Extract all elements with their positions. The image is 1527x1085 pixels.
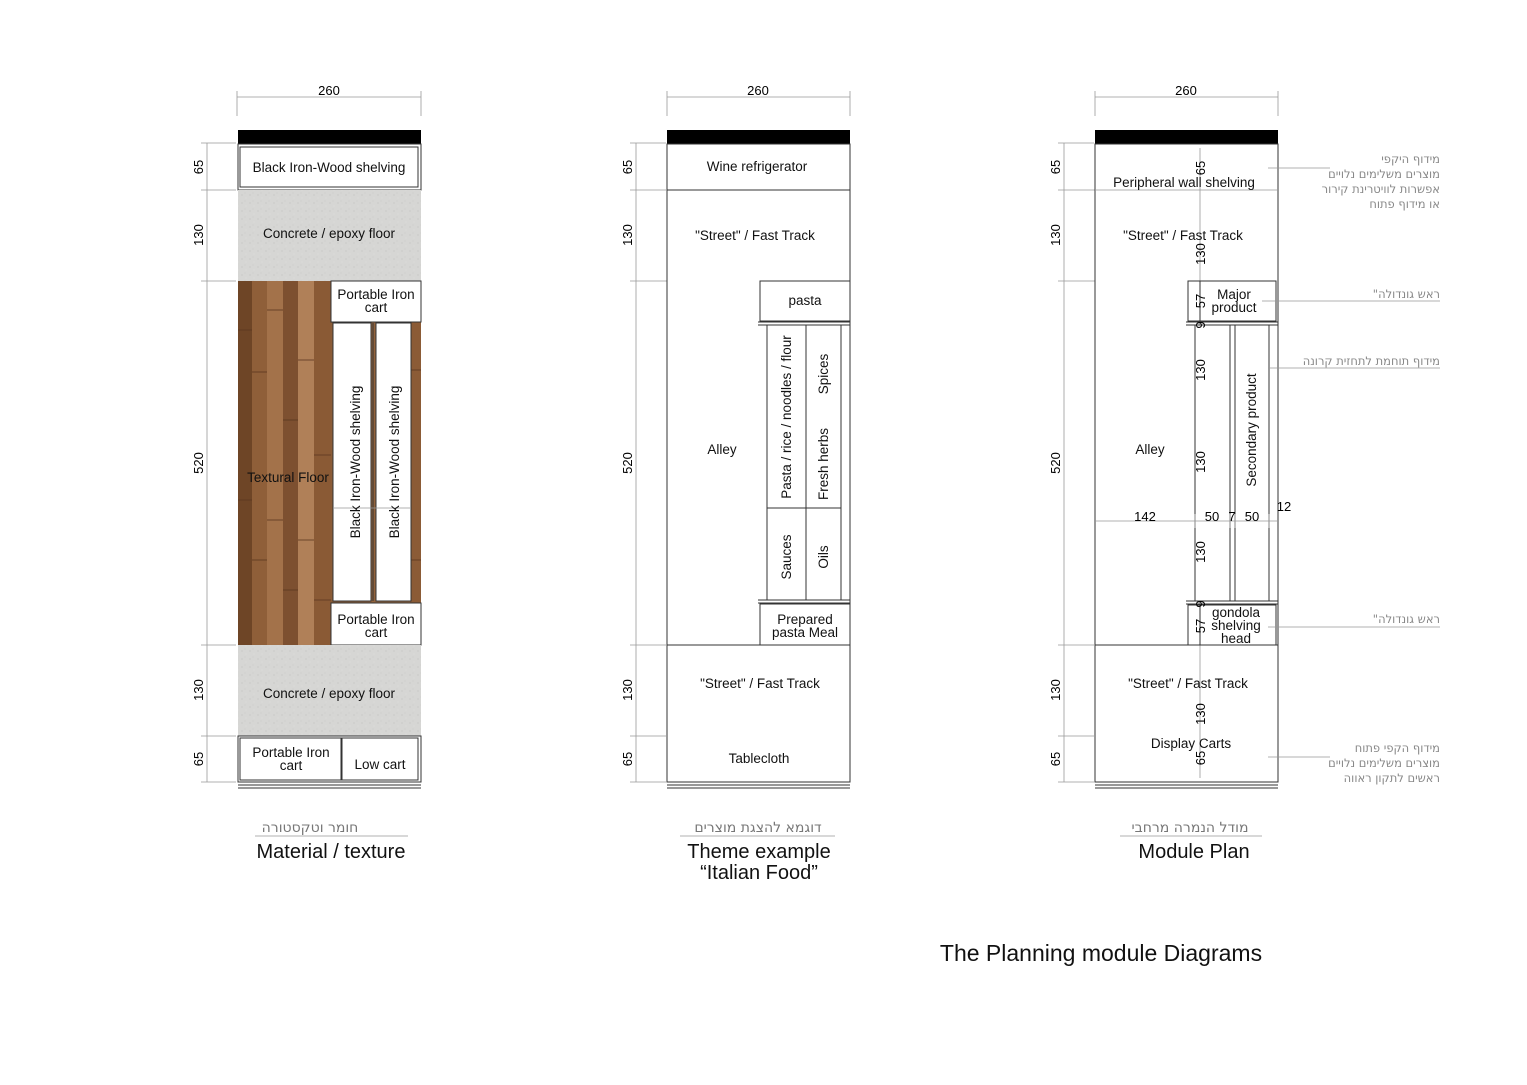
width-dim-label: 260 xyxy=(318,83,340,98)
shelving-left-label: Black Iron-Wood shelving xyxy=(348,385,363,539)
caption-line-2: “Italian Food” xyxy=(700,862,818,884)
annotation-gondola-head-bottom: "ראש גונדולה xyxy=(1372,612,1440,626)
alley-label: Alley xyxy=(1135,442,1165,457)
annotation-line: ראשים לתקון ראווה xyxy=(1343,771,1440,785)
annotation-secondary: מידוף תוחמת לתחזית קרונה xyxy=(1302,354,1440,368)
dim-130-top: 130 xyxy=(191,224,206,246)
inner-dim-50-a: 50 xyxy=(1204,509,1220,524)
top-shelving-label: Black Iron-Wood shelving xyxy=(252,160,406,175)
cart-low-label-2: cart xyxy=(279,758,303,773)
inner-dim-130-d: 130 xyxy=(1193,541,1208,563)
low-cart-label: Low cart xyxy=(354,757,406,772)
panel-module xyxy=(1048,83,1440,863)
pasta-rice-label: Pasta / rice / noodles / flour xyxy=(779,335,794,499)
pasta-label: pasta xyxy=(788,293,822,308)
inner-dim-130-e: 130 xyxy=(1193,703,1208,725)
prepared-label-1: Prepared xyxy=(777,612,833,627)
dim-65-top: 65 xyxy=(191,159,206,175)
inner-dim-7: 7 xyxy=(1228,509,1236,524)
cart-top-label-1: Portable Iron xyxy=(337,287,415,302)
dim-130-top: 130 xyxy=(1048,224,1063,246)
gondola-label-1: gondola xyxy=(1211,605,1261,620)
wall-bar xyxy=(1095,130,1278,144)
inner-dim-12: 12 xyxy=(1276,499,1292,514)
dim-65-bottom: 65 xyxy=(1048,751,1063,767)
dim-130-bottom: 130 xyxy=(620,679,635,701)
sauces-label: Sauces xyxy=(779,534,794,580)
dim-65-top: 65 xyxy=(1048,159,1063,175)
inner-dim-65-top: 65 xyxy=(1193,160,1208,176)
spices-label: Spices xyxy=(816,353,831,395)
annotation-peripheral xyxy=(1322,152,1440,211)
fresh-herbs-label: Fresh herbs xyxy=(816,427,831,501)
wall-bar xyxy=(238,130,421,144)
inner-dim-9-a: 9 xyxy=(1193,321,1208,329)
inner-dim-130-b: 130 xyxy=(1193,359,1208,381)
panel-material xyxy=(191,83,421,863)
inner-dim-50-b: 50 xyxy=(1244,509,1260,524)
width-dim-label: 260 xyxy=(1175,83,1197,98)
gondola-label-3: head xyxy=(1220,631,1252,646)
inner-dim-65-bottom: 65 xyxy=(1193,750,1208,766)
concrete-top-label: Concrete / epoxy floor xyxy=(262,226,396,241)
annotation-line: או מידוף פתוח xyxy=(1369,197,1440,211)
tablecloth-label: Tablecloth xyxy=(728,751,790,766)
inner-dim-57-a: 57 xyxy=(1193,293,1208,309)
caption-hebrew: מודל הנמרה מרחבי xyxy=(1131,820,1249,836)
inner-dim-130-a: 130 xyxy=(1193,243,1208,265)
annotation-line: מוצרים משלימים נלויים xyxy=(1328,167,1440,181)
major-label-1: Major xyxy=(1217,287,1251,302)
annotation-leaders xyxy=(1262,168,1440,757)
gondola-label-2: shelving xyxy=(1211,618,1261,633)
prepared-label-2: pasta Meal xyxy=(771,625,839,640)
caption: Material / texture xyxy=(256,841,406,863)
cart-bottom-label-2: cart xyxy=(364,625,388,640)
annotation-line: מידוף היקפי xyxy=(1381,152,1440,166)
caption-hebrew: דוגמא להצגת מוצרים xyxy=(694,820,822,836)
major-label-2: product xyxy=(1211,300,1257,315)
caption-line-1: Theme example xyxy=(687,841,831,863)
dim-65-bottom: 65 xyxy=(191,751,206,767)
street-top-label: "Street" / Fast Track xyxy=(1123,228,1243,243)
oils-label: Oils xyxy=(816,545,831,569)
dim-520: 520 xyxy=(191,452,206,474)
caption: Module Plan xyxy=(1138,841,1250,863)
textural-floor-label: Textural Floor xyxy=(247,470,329,485)
cart-low-label-1: Portable Iron xyxy=(252,745,330,760)
annotation-line: מידוף הקפי פתוח xyxy=(1354,741,1440,755)
inner-dim-130-c: 130 xyxy=(1193,451,1208,473)
dim-65-bottom: 65 xyxy=(620,751,635,767)
annotation-display xyxy=(1328,741,1440,785)
cart-bottom-label-1: Portable Iron xyxy=(337,612,415,627)
caption-hebrew: חומר וטקסטורה xyxy=(261,820,359,836)
width-dim-label: 260 xyxy=(747,83,769,98)
shelving-right-label: Black Iron-Wood shelving xyxy=(387,385,402,539)
street-top-label: "Street" / Fast Track xyxy=(695,228,815,243)
secondary-label: Secondary product xyxy=(1244,373,1259,487)
display-carts-label: Display Carts xyxy=(1150,736,1232,751)
annotation-line: מוצרים משלימים נלויים xyxy=(1328,756,1440,770)
dim-520: 520 xyxy=(1048,452,1063,474)
inner-dim-9-b: 9 xyxy=(1193,600,1208,608)
inner-dim-142: 142 xyxy=(1134,509,1156,524)
dim-130-bottom: 130 xyxy=(191,679,206,701)
concrete-bottom-label: Concrete / epoxy floor xyxy=(262,686,396,701)
wine-label: Wine refrigerator xyxy=(706,159,808,174)
inner-dim-57-b: 57 xyxy=(1193,618,1208,634)
height-dim-ticks xyxy=(201,143,236,782)
street-bottom-label: "Street" / Fast Track xyxy=(700,676,820,691)
cart-top-label-2: cart xyxy=(364,300,388,315)
alley-label: Alley xyxy=(707,442,737,457)
page-title: The Planning module Diagrams xyxy=(939,940,1263,966)
dim-520: 520 xyxy=(620,452,635,474)
peripheral-label: Peripheral wall shelving xyxy=(1113,175,1255,190)
dim-130-top: 130 xyxy=(620,224,635,246)
panel-theme xyxy=(620,83,850,884)
street-bottom-label: "Street" / Fast Track xyxy=(1128,676,1248,691)
dim-130-bottom: 130 xyxy=(1048,679,1063,701)
annotation-line: אפשרות לוויטרינת קירור xyxy=(1321,182,1440,196)
dim-65-top: 65 xyxy=(620,159,635,175)
annotation-gondola-head-top: "ראש גונדולה xyxy=(1372,287,1440,301)
wall-bar xyxy=(667,130,850,144)
